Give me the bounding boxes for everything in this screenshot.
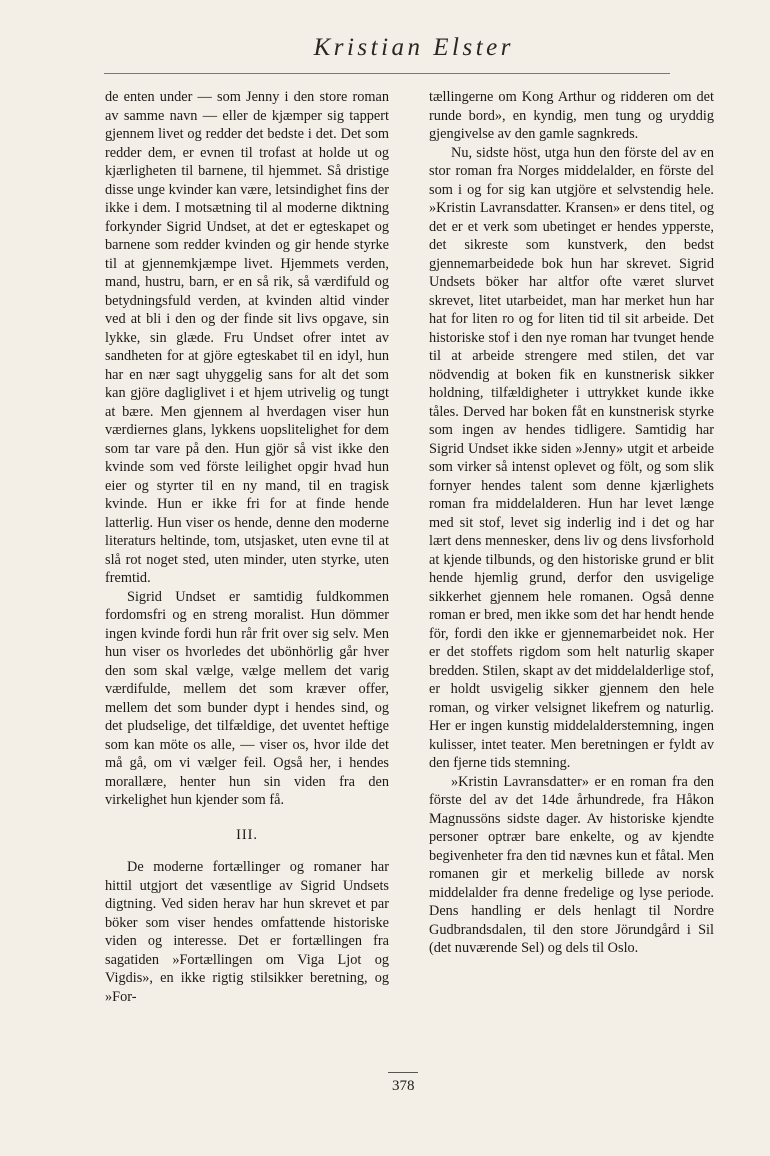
- page-number: 378: [392, 1078, 415, 1094]
- running-title: Kristian Elster: [313, 34, 514, 61]
- paragraph: Sigrid Undset er samtidig fuldkommen fordomsfri og en streng moralist. Hun dömmer ingen kvinde fordi hun rår frit over sig selv. Men hun viser os hvorledes det ubönhörlig går hver den som skal vælge, vælge mellem det varig værdifulde, mellem det som kræver offer, mellem det som bunder dypt i hendes sind, og det pludselige, det tilfældige, det uventet heftige som kan möte os alle, — viser os, hvor ilde det må gå, om vi vælger feil. Også her, i hendes morallære, henter hun sin viden fra den virkelighet hun kjender som få.: [105, 588, 389, 808]
- paragraph: de enten under — som Jenny i den store roman av samme navn — eller de kjæmper sig tappert gjennem livet og redder det bedste i det. Det som redder dem, er evnen til trofast at holde ut og kjærligheten til barnene, til hjemmet. Så dristige disse unge kvinder kan være, letsindighet fins der ikke i dem. I motsætning til al moderne diktning forkynder Sigrid Undset, at det er egteskapet og barnene som redder kvinden og gir hende styrke til at gjennemkjæmpe livet. Hjemmets verden, mand, hustru, barn, er en så rik, så værdifuld og betydningsfuld verden, at kvinden altid vinder ved at bli i den og der finde sit livs opgave, sin lykke, sin glæde. Fru Undset ofrer intet av sandheten for at gjöre egteskabet til en idyl, hun har en nær sagt uhyggelig sans for alt det som kan gjöre dagliglivet i et hjem utrivelig og tungt at bære. Men gjennem al hverdagen viser hun værdiernes glans, lykkens uopslitelighet for dem som tar vare på den. Hun gjör så vist ikke den kvinde som ved förste leilighet opgir hvad hun eier og styrter til en ny mand, til en tragisk kvinde. Hun er ikke fri for at finde hende latterlig. Hun viser os hende, denne den moderne literaturs heltinde, tom, utsjasket, uten evne til at slå rot noget sted, uten minder, uten styrke, uten fremtid.: [105, 89, 389, 586]
- paragraph: De moderne fortællinger og romaner har hittil utgjort det væsentlige av Sigrid Undsets digtning. Ved siden herav har hun skrevet et par böker som viser hendes omfattende historiske viden og interesse. Det er fortællingen fra sagatiden »Fortællingen om Viga Ljot og Vigdis», en ikke rigtig stilsikker beretning, og »For-: [105, 859, 389, 1005]
- right-column: [429, 88, 714, 958]
- page-number-rule: [388, 1072, 418, 1073]
- left-column: [105, 88, 389, 1006]
- header-rule: [104, 73, 670, 74]
- paragraph: »Kristin Lavransdatter» er en roman fra den förste del av det 14de århundrede, fra Håkon Magnussöns sidste dager. Av historiske kjendte personer optrær bare enkelte, og av kjendte begivenheter fra den tid nævnes kun et fåtal. Men romanen gir et merkelig billede av norsk middelalder fra denne fredelige og lyse periode. Dens handling er dels henlagt til Nordre Gudbrandsdalen, til den store Jörundgård i Sil (det nuværende Sel) og dels til Oslo.: [429, 773, 714, 956]
- paragraph: Nu, sidste höst, utga hun den förste del av en stor roman fra Norges middelalder, en förste del som i og for sig kan utgjöre et selvstendig hele. »Kristin Lavransdatter. Kransen» er dens titel, og det er et verk som ubetinget er hendes ypperste, det sikreste som kunstverk, den bedst gjennemarbeidede bok hun har skrevet. Sigrid Undsets böker har altfor ofte været slurvet skrevet, litet utarbeidet, man har merket hun har hat for liten ro og for liten tid til sit arbeide. Det historiske stof i den nye roman har tvunget hende til at arbeide strengere med stilen, det var nödvendig at boken fik en kunstnerisk sikker holdning, tilfældigheter i uttrykket kunde ikke tåles. Derved har boken fåt en kunstnerisk styrke som ingen av hendes tidligere. Samtidig har Sigrid Undset ikke siden »Jenny» utgit et arbeide som virker så intenst oplevet og fölt, og som slik fornyer hendes talent som denne kjærlighets roman fra middelalderen. Hun har levet længe med sit stof, levet sig inderlig ind i det og har lært dens mennesker, dens liv og dens livsforhold at kjende tilbunds, og den historiske grund er blit hende hjemlig grund, derfor den usvigelige sikkerhet gjennem hele romanen. Også denne roman er bred, men ikke som det har hendt hende för, fordi den ikke er gjennemarbeidet nok. Her er det stoffets rigdom som helt naturlig skaper bredden. Stilen, skapt av det middelalderlige stof, er holdt usvigelig sikker gjennem den hele roman, og virker velsignet likefrem og naturlig. Her er ingen kunstig middelalderstemning, ingen kulisser, intet teater. Men beretningen er fyldt av den fjerne tids stemning.: [429, 144, 714, 771]
- section-number: III.: [236, 826, 258, 843]
- paragraph: tællingerne om Kong Arthur og ridderen om det runde bord», en kyndig, men tung og uryddig gjengivelse av den gamle sagnkreds.: [429, 89, 714, 142]
